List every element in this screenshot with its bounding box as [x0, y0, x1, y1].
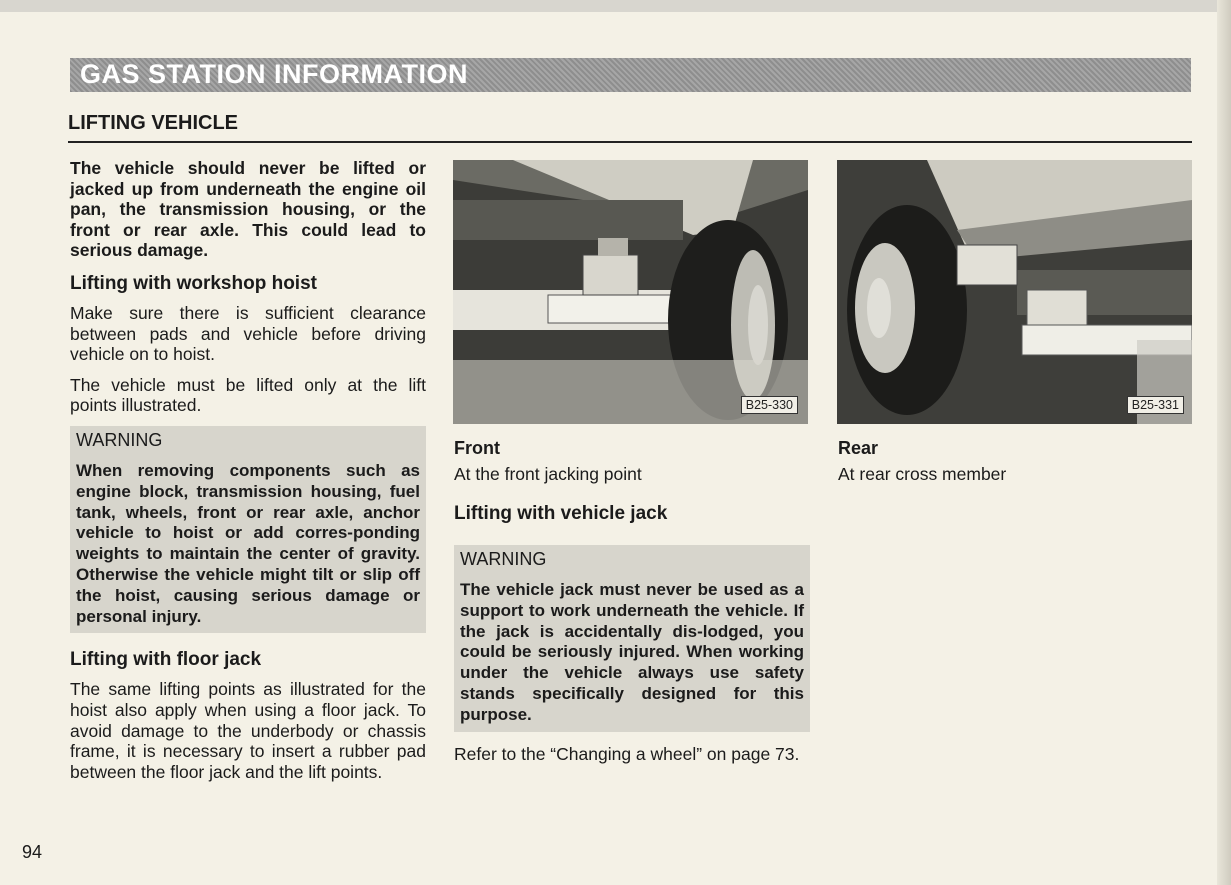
floor-jack-paragraph: The same lifting points as illustrated for the hoist also apply when using a floor jack. To avoid damage to the underbody or chassis frame, it is necessary to insert a rubber pad between the floor jack and the lift points. [70, 679, 426, 782]
rear-caption-text: At rear cross member [838, 464, 1007, 484]
changing-wheel-reference: Refer to the “Changing a wheel” on page 73. [454, 743, 800, 764]
title-rule [68, 141, 1192, 143]
workshop-hoist-heading: Lifting with workshop hoist [70, 272, 317, 294]
column-left [70, 158, 426, 792]
figure-code-label: B25-330 [741, 396, 798, 414]
column-right [838, 438, 1194, 503]
section-title: GAS STATION INFORMATION [80, 59, 468, 89]
warning-text: When removing components such as engine block, transmission housing, fuel tank, wheels, front or rear axle, anchor vehicle to hoist or add corres-ponding weights to maintain the center of gravity. Otherwise the vehicle might tilt or slip off the hoist, causing serious damage or personal injury. [76, 460, 420, 626]
workshop-hoist-paragraph: The vehicle must be lifted only at the lift points illustrated. [70, 374, 426, 416]
warning-label: WARNING [76, 429, 163, 450]
vehicle-jack-heading: Lifting with vehicle jack [454, 503, 668, 524]
page-edge-right [1217, 0, 1231, 885]
vehicle-jack-warning-box [454, 545, 810, 732]
page-edge-top [0, 0, 1231, 12]
section-banner [70, 58, 1191, 92]
floor-jack-heading: Lifting with floor jack [70, 649, 262, 671]
intro-warning-text: The vehicle should never be lifted or jacked up from underneath the engine oil pan, the transmission housing, or the front or rear axle. This could lead to serious damage. [70, 158, 426, 261]
figure-code-label: B25-331 [1127, 396, 1184, 414]
warning-text: The vehicle jack must never be used as a support to work underneath the vehicle. If the jack is accidentally dis-lodged, you could be seriously injured. When working under the vehicle always use safety stands specifically designed for this purpose. [460, 580, 804, 724]
rear-caption-title: Rear [838, 438, 879, 458]
front-caption-title: Front [454, 438, 500, 458]
warning-label: WARNING [460, 549, 547, 569]
front-jacking-point-photo [453, 160, 808, 424]
rear-cross-member-photo [837, 160, 1192, 424]
workshop-hoist-paragraph: Make sure there is sufficient clearance between pads and vehicle before driving vehicle on to hoist. [70, 302, 426, 365]
page-title: LIFTING VEHICLE [68, 112, 238, 134]
page-number: 94 [22, 842, 43, 862]
column-middle [454, 438, 810, 774]
hoist-warning-box [70, 426, 426, 633]
front-caption-text: At the front jacking point [454, 464, 642, 484]
